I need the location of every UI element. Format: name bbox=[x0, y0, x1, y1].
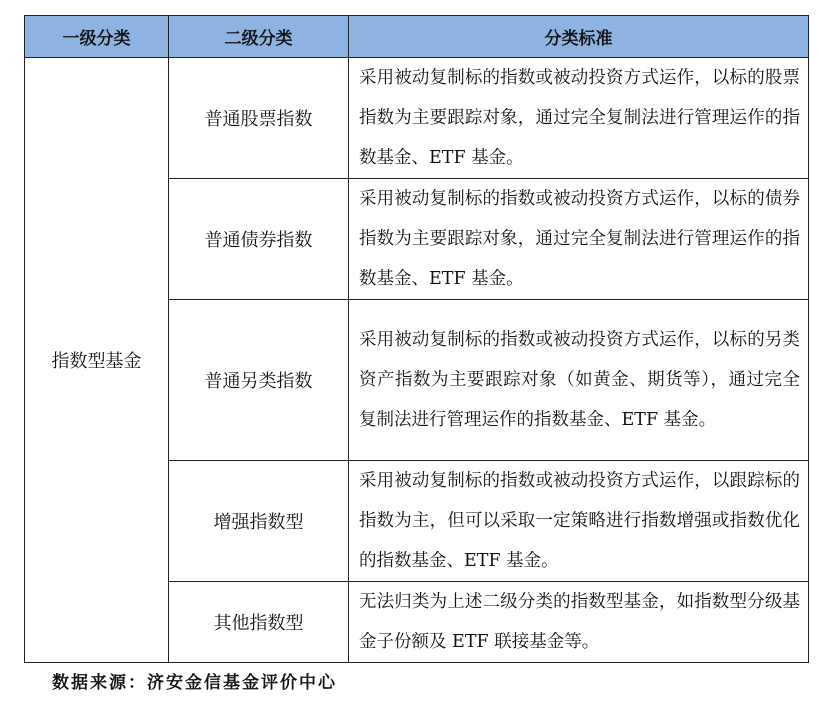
level2-cell: 其他指数型 bbox=[169, 582, 349, 663]
table-header bbox=[25, 16, 809, 58]
level1-cell: 指数型基金 bbox=[25, 58, 169, 663]
fund-classification-table bbox=[24, 15, 809, 663]
header-level2: 二级分类 bbox=[169, 16, 349, 58]
standard-cell: 采用被动复制标的指数或被动投资方式运作，以标的另类资产指数为主要跟踪对象（如黄金、期货等），通过完全复制法进行管理运作的指数基金、ETF 基金。 bbox=[349, 300, 809, 461]
standard-cell: 采用被动复制标的指数或被动投资方式运作，以标的债券指数为主要跟踪对象，通过完全复制法进行管理运作的指数基金、ETF 基金。 bbox=[349, 179, 809, 300]
level2-cell: 普通债券指数 bbox=[169, 179, 349, 300]
level2-cell: 普通股票指数 bbox=[169, 58, 349, 179]
standard-cell: 采用被动复制标的指数或被动投资方式运作，以跟踪标的指数为主，但可以采取一定策略进行指数增强或指数优化的指数基金、ETF 基金。 bbox=[349, 461, 809, 582]
header-row bbox=[25, 16, 809, 58]
table-row bbox=[25, 58, 809, 179]
standard-cell: 无法归类为上述二级分类的指数型基金，如指数型分级基金子份额及 ETF 联接基金等。 bbox=[349, 582, 809, 663]
table-body bbox=[25, 58, 809, 663]
header-level1: 一级分类 bbox=[25, 16, 169, 58]
level2-cell: 普通另类指数 bbox=[169, 300, 349, 461]
data-source-note: 数据来源：济安金信基金评价中心 bbox=[52, 673, 337, 693]
standard-cell: 采用被动复制标的指数或被动投资方式运作，以标的股票指数为主要跟踪对象，通过完全复制法进行管理运作的指数基金、ETF 基金。 bbox=[349, 58, 809, 179]
level2-cell: 增强指数型 bbox=[169, 461, 349, 582]
header-standard: 分类标准 bbox=[349, 16, 809, 58]
